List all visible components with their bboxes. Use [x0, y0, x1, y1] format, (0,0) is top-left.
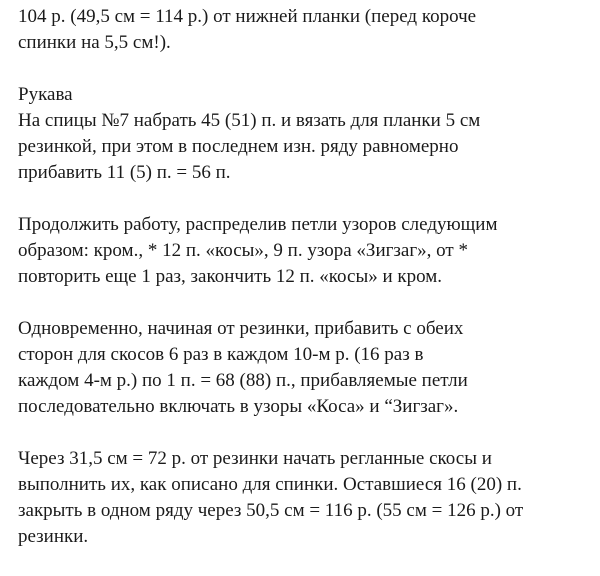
text-line: каждом 4-м р.) по 1 п. = 68 (88) п., прибавляемые петли: [18, 370, 468, 391]
paragraph-increases: [18, 316, 593, 420]
text-line: выполнить их, как описано для спинки. Оставшиеся 16 (20) п.: [18, 474, 522, 495]
text-line: резинки.: [18, 526, 89, 547]
text-line: образом: кром., * 12 п. «косы», 9 п. узора «Зигзаг», от *: [18, 240, 468, 261]
text-line: На спицы №7 набрать 45 (51) п. и вязать для планки 5 см: [18, 110, 481, 131]
paragraph-raglan: [18, 446, 593, 550]
text-line: Через 31,5 см = 72 р. от резинки начать регланные скосы и: [18, 448, 492, 469]
text-line: прибавить 11 (5) п. = 56 п.: [18, 162, 231, 183]
document-page: [18, 4, 593, 576]
paragraph-sleeves: [18, 82, 593, 186]
text-line: закрыть в одном ряду через 50,5 см = 116 р. (55 см = 126 р.) от: [18, 500, 524, 521]
section-heading: Рукава: [18, 84, 73, 105]
text-line: Одновременно, начиная от резинки, прибавить с обеих: [18, 318, 464, 339]
text-line: последовательно включать в узоры «Коса» и “Зигзаг».: [18, 396, 459, 417]
text-line: Продолжить работу, распределив петли узоров следующим: [18, 214, 498, 235]
paragraph-pattern-layout: [18, 212, 593, 290]
text-line: резинкой, при этом в последнем изн. ряду равномерно: [18, 136, 459, 157]
text-line: повторить еще 1 раз, закончить 12 п. «косы» и кром.: [18, 266, 443, 287]
text-line: 104 р. (49,5 см = 114 р.) от нижней планки (перед короче: [18, 6, 477, 27]
text-line: сторон для скосов 6 раз в каждом 10-м р. (16 раз в: [18, 344, 424, 365]
paragraph-continuation: [18, 4, 593, 56]
text-line: спинки на 5,5 см!).: [18, 32, 171, 53]
